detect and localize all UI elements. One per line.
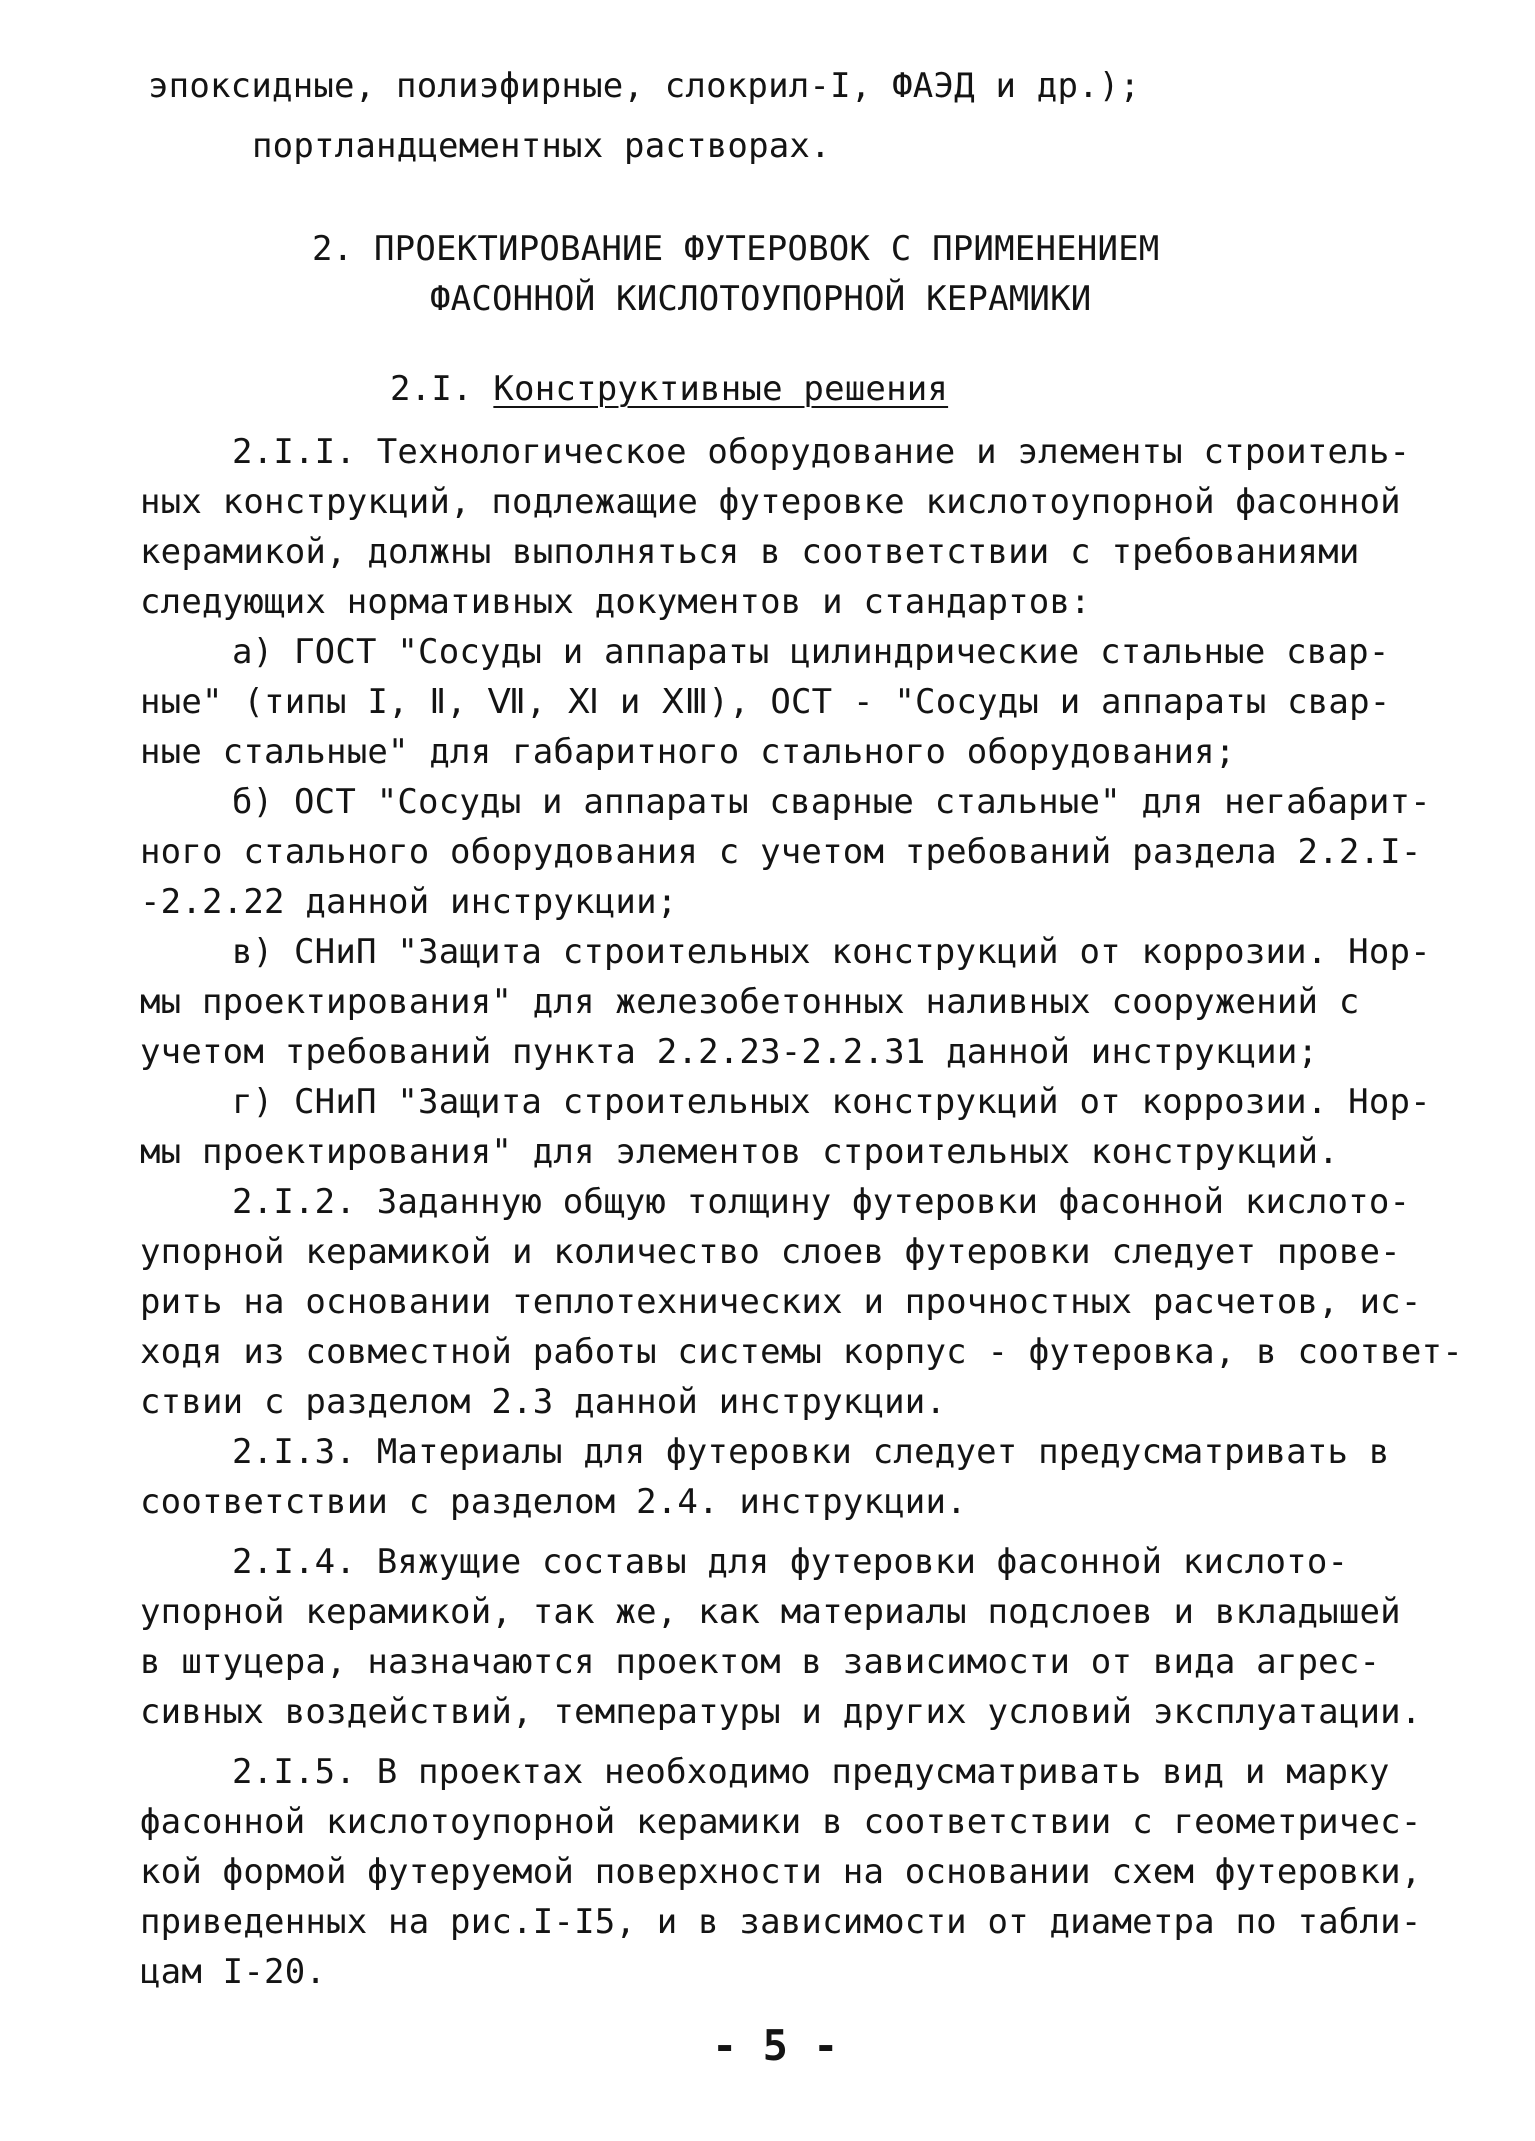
body-line-25: в штуцера, назначаются проектом в зависимости от вида агрес- bbox=[140, 1642, 1381, 1682]
body-line-29: кой формой футеруемой поверхности на основании схем футеровки, bbox=[140, 1852, 1422, 1892]
body-line-21: 2.I.3. Материалы для футеровки следует предусматривать в bbox=[232, 1432, 1390, 1472]
body-line-9: ного стального оборудования с учетом требований раздела 2.2.I- bbox=[140, 832, 1422, 872]
body-line-28: фасонной кислотоупорной керамики в соответствии с геометричес- bbox=[140, 1802, 1422, 1842]
body-line-11: в) СНиП "Защита строительных конструкций от коррозии. Нор- bbox=[232, 932, 1431, 972]
body-line-20: ствии с разделом 2.3 данной инструкции. bbox=[140, 1382, 947, 1422]
body-line-5: а) ГОСТ "Сосуды и аппараты цилиндрические стальные свар- bbox=[232, 632, 1390, 672]
body-line-16: 2.I.2. Заданную общую толщину футеровки фасонной кислото- bbox=[232, 1182, 1411, 1222]
body-line-15: мы проектирования" для элементов строительных конструкций. bbox=[140, 1132, 1339, 1172]
subsection-title: Конструктивные решения bbox=[493, 369, 949, 409]
body-line-6: ные" (типы I, Ⅱ, Ⅶ, Ⅺ и ⅩⅢ), ОСТ - "Сосуды и аппараты свар- bbox=[140, 682, 1391, 722]
section-title-line-2: ФАСОННОЙ КИСЛОТОУПОРНОЙ КЕРАМИКИ bbox=[430, 279, 1092, 319]
body-line-24: упорной керамикой, так же, как материалы подслоев и вкладышей bbox=[140, 1592, 1401, 1632]
intro-line-1: эпоксидные, полиэфирные, слокрил-I, ФАЭД и др.); bbox=[148, 66, 1141, 106]
body-line-1: 2.I.I. Технологическое оборудование и элементы строитель- bbox=[232, 432, 1411, 472]
body-line-17: упорной керамикой и количество слоев футеровки следует прове- bbox=[140, 1232, 1401, 1272]
subsection-heading bbox=[390, 365, 948, 413]
body-line-4: следующих нормативных документов и стандартов: bbox=[140, 582, 1091, 622]
body-line-31: цам I-20. bbox=[140, 1952, 327, 1992]
body-line-30: приведенных на рис.I-I5, и в зависимости от диаметра по табли- bbox=[140, 1902, 1422, 1942]
page-number: - 5 - bbox=[712, 2021, 839, 2070]
body-line-8: б) ОСТ "Сосуды и аппараты сварные стальные" для негабарит- bbox=[232, 782, 1431, 822]
body-line-7: ные стальные" для габаритного стального оборудования; bbox=[140, 732, 1236, 772]
body-line-2: ных конструкций, подлежащие футеровке кислотоупорной фасонной bbox=[140, 482, 1401, 522]
body-line-27: 2.I.5. В проектах необходимо предусматривать вид и марку bbox=[232, 1752, 1390, 1792]
subsection-number: 2.I. bbox=[390, 369, 473, 409]
body-line-3: керамикой, должны выполняться в соответствии с требованиями bbox=[140, 532, 1360, 572]
body-line-18: рить на основании теплотехнических и прочностных расчетов, ис- bbox=[140, 1282, 1422, 1322]
body-line-23: 2.I.4. Вяжущие составы для футеровки фасонной кислото- bbox=[232, 1542, 1349, 1582]
body-line-22: соответствии с разделом 2.4. инструкции. bbox=[140, 1482, 967, 1522]
body-line-26: сивных воздействий, температуры и других условий эксплуатации. bbox=[140, 1692, 1422, 1732]
body-line-14: г) СНиП "Защита строительных конструкций от коррозии. Нор- bbox=[232, 1082, 1431, 1122]
intro-line-2: портландцементных растворах. bbox=[252, 126, 831, 166]
body-line-13: учетом требований пункта 2.2.23-2.2.31 данной инструкции; bbox=[140, 1032, 1319, 1072]
section-title-line-1: 2. ПРОЕКТИРОВАНИЕ ФУТЕРОВОК С ПРИМЕНЕНИЕМ bbox=[312, 229, 1160, 269]
body-line-10: -2.2.22 данной инструкции; bbox=[140, 882, 678, 922]
body-line-12: мы проектирования" для железобетонных наливных сооружений с bbox=[140, 982, 1360, 1022]
body-line-19: ходя из совместной работы системы корпус - футеровка, в соответ- bbox=[140, 1332, 1463, 1372]
